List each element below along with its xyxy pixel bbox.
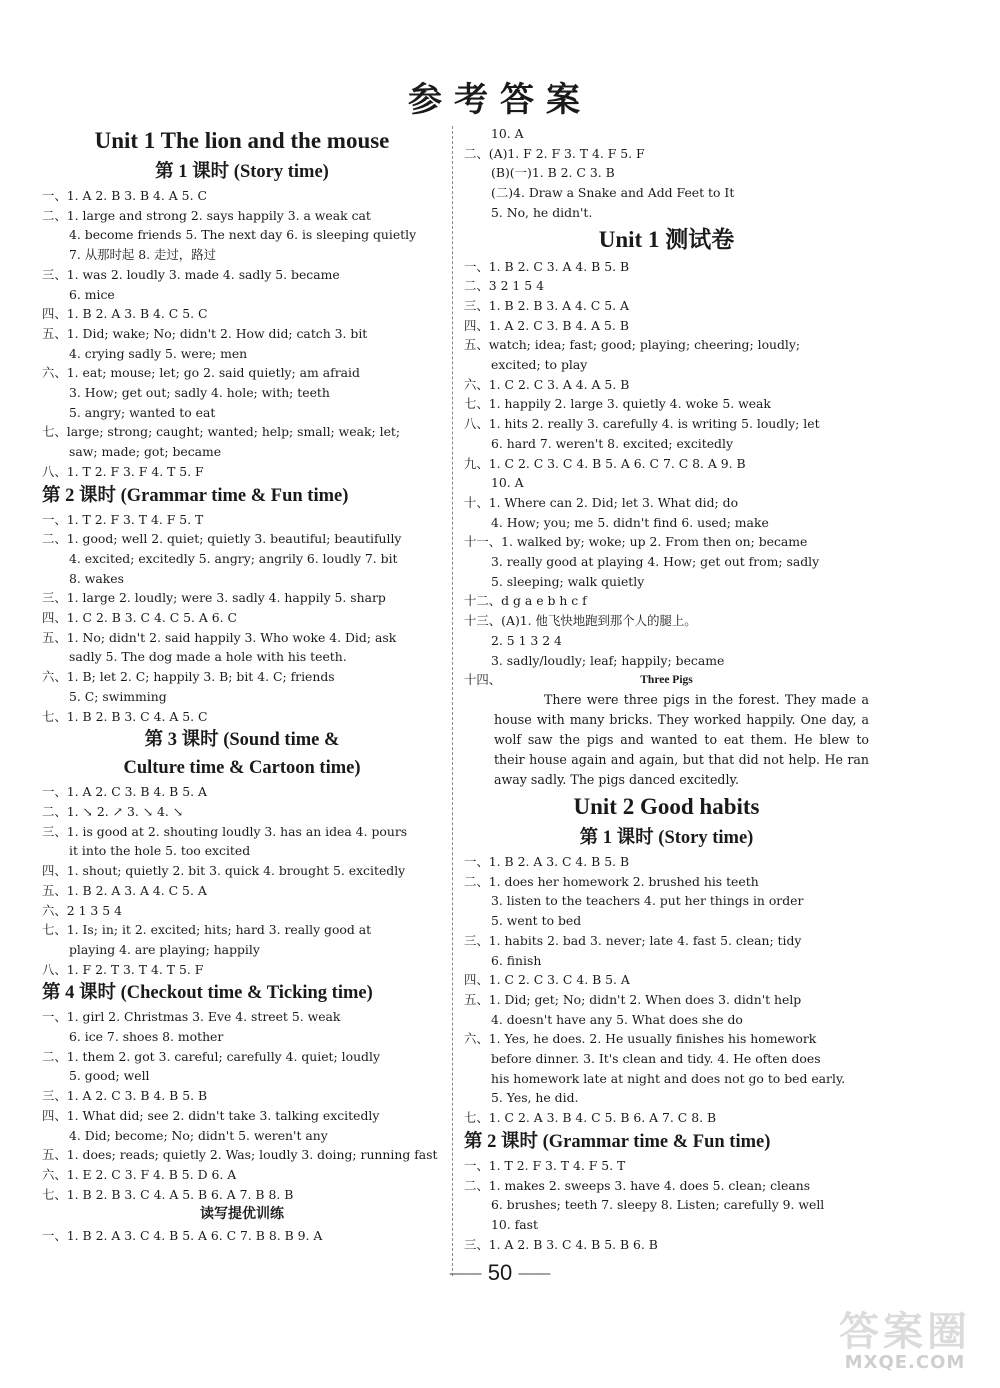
answer-line: 4. crying sadly 5. were; men [69,345,248,361]
watermark-logo-text: 答案圈 [839,1309,971,1355]
answer-line: 五、1. Did; get; No; didn't 2. When does 3. didn't help [464,991,802,1007]
answer-line: excited; to play [491,357,588,373]
answer-line: 6. hard 7. weren't 8. excited; excitedly [491,435,733,451]
answer-line: 5. Yes, he did. [491,1090,579,1106]
answer-line: 6. mice [69,286,115,302]
answer-line: 五、1. B 2. A 3. A 4. C 5. A [42,882,207,898]
answer-line: 五、1. No; didn't 2. said happily 3. Who woke 4. Did; ask [42,629,397,645]
answer-line: 一、1. B 2. A 3. C 4. B 5. B [464,853,630,869]
answer-line: 八、1. F 2. T 3. T 4. T 5. F [42,961,204,977]
answer-line: 三、1. was 2. loudly 3. made 4. sadly 5. became [42,266,340,282]
answer-line: 七、1. happily 2. large 3. quietly 4. woke 5. weak [464,396,771,412]
answer-line: 5. angry; wanted to eat [69,404,216,420]
continued-answers [464,124,869,223]
lesson-3-title-line1: 第 3 课时 (Sound time & [144,730,340,751]
answer-line: 十、1. Where can 2. Did; let 3. What did; do [464,494,739,510]
answer-line: 2. 5 1 3 2 4 [491,632,562,648]
answer-line: 4. doesn't have any 5. What does she do [491,1011,743,1027]
answer-line: 四、1. B 2. A 3. B 4. C 5. C [42,306,208,322]
right-column [464,124,869,1254]
answer-line: it into the hole 5. too excited [69,843,251,859]
unit-2-lesson-2-answers [464,1156,869,1255]
answer-line: 三、1. is good at 2. shouting loudly 3. has an idea 4. pours [42,823,408,839]
answer-line: 六、1. Yes, he does. 2. He usually finishes his homework [464,1031,817,1047]
answer-line: 九、1. C 2. C 3. C 4. B 5. A 6. C 7. C 8. A 9. B [464,455,746,471]
answer-line: 3. really good at playing 4. How; get out from; sadly [491,554,820,570]
answer-line: 二、1. makes 2. sweeps 3. have 4. does 5. clean; cleans [464,1177,811,1193]
answer-line: 一、1. A 2. C 3. B 4. B 5. A [42,784,207,800]
page-number: —— 50 —— [449,1260,551,1285]
answer-line: 三、1. large 2. loudly; were 3. sadly 4. happily 5. sharp [42,590,386,606]
answer-line: sadly 5. The dog made a hole with his teeth. [69,649,347,665]
answer-line: 十二、d g a e b h c f [464,593,587,609]
answer-line: 二、1. them 2. got 3. careful; carefully 4. quiet; loudly [42,1048,380,1064]
unit-1-test-title: Unit 1 测试卷 [598,226,735,252]
answer-line: 六、1. E 2. C 3. F 4. B 5. D 6. A [42,1166,237,1182]
answer-line: 六、1. C 2. C 3. A 4. A 5. B [464,376,630,392]
lesson-1-title: 第 1 课时 (Story time) [155,162,329,182]
answer-line: before dinner. 3. It's clean and tidy. 4. He often does [491,1051,821,1067]
answer-line: 五、1. does; reads; quietly 2. Was; loudly 3. doing; running fast [42,1147,438,1163]
answer-line: 八、1. T 2. F 3. F 4. T 5. F [42,463,204,479]
answer-line: 5. sleeping; walk quietly [491,573,645,589]
lesson-3-answers [42,782,442,979]
answer-line: 七、large; strong; caught; wanted; help; small; weak; let; [42,424,401,440]
answer-line: 4. How; you; me 5. didn't find 6. used; make [491,514,769,530]
unit-2-lesson-1-title: 第 1 课时 (Story time) [579,827,754,848]
answer-line: 3. How; get out; sadly 4. hole; with; teeth [69,385,330,401]
answer-line: 五、watch; idea; fast; good; playing; cheering; loudly; [464,337,801,353]
answer-line: (B)(一)1. B 2. C 3. B [491,165,615,181]
lesson-4-title: 第 4 课时 (Checkout time & Ticking time) [42,983,373,1004]
essay-label: 十四、 [464,672,502,688]
answer-line: 二、1. does her homework 2. brushed his teeth [464,873,759,889]
answer-line: 一、1. girl 2. Christmas 3. Eve 4. street 5. weak [42,1009,341,1025]
answer-line: 一、1. T 2. F 3. T 4. F 5. T [42,511,204,527]
page-number-value: 50 [487,1260,513,1285]
answer-line: 4. excited; excitedly 5. angry; angrily 6. loudly 7. bit [69,550,398,566]
answer-line: 十三、(A)1. 他飞快地跑到那个人的腿上。 [464,613,697,629]
answer-line: 四、1. A 2. C 3. B 4. A 5. B [464,317,629,333]
answer-line: (二)4. Draw a Snake and Add Feet to It [491,185,735,201]
answer-line: 七、1. Is; in; it 2. excited; hits; hard 3. really good at [42,922,372,938]
answer-line: 10. A [491,475,524,491]
answer-line: 四、1. C 2. C 3. C 4. B 5. A [464,972,630,988]
answer-line: 三、1. B 2. B 3. A 4. C 5. A [464,297,629,313]
answer-line: 4. become friends 5. The next day 6. is sleeping quietly [69,227,417,243]
lesson-2-answers [42,510,442,727]
answer-line: 三、1. habits 2. bad 3. never; late 4. fast 5. clean; tidy [464,932,802,948]
answer-line: 3. sadly/loudly; leaf; happily; became [491,652,725,668]
watermark-logo [815,1300,995,1380]
answer-line: 六、2 1 3 5 4 [42,902,122,918]
answer-line: 5. C; swimming [69,688,167,704]
answer-line: 五、1. Did; wake; No; didn't 2. How did; catch 3. bit [42,325,368,341]
essay-paragraph: There were three pigs in the forest. They made a house with many bricks. They worked happily. One day, a wolf saw the pigs and wanted to eat them. He blew to their house again and again, but that did not help. He ran away sadly. The pigs danced excitedly. [494,691,869,787]
unit-1-title: Unit 1 The lion and the mouse [94,128,390,153]
answer-line: 一、1. B 2. A 3. C 4. B 5. A 6. C 7. B 8. B 9. A [42,1228,323,1244]
unit-1-test-answers [464,257,869,671]
answer-line: 七、1. B 2. B 3. C 4. A 5. B 6. A 7. B 8. B [42,1186,294,1202]
answer-line: 一、1. A 2. B 3. B 4. A 5. C [42,188,207,203]
answer-line: 六、1. eat; mouse; let; go 2. said quietly; am afraid [42,365,360,381]
answer-line: 6. finish [491,952,542,968]
answer-line: 四、1. What did; see 2. didn't take 3. talking excitedly [42,1107,380,1123]
answer-line: 一、1. B 2. C 3. A 4. B 5. B [464,258,630,274]
watermark-url: MXQE.COM [844,1352,966,1373]
answer-line: 8. wakes [69,570,124,586]
answer-line: 二、1. ↘ 2. ↗ 3. ↘ 4. ↘ [42,803,184,819]
answer-line: 3. listen to the teachers 4. put her things in order [491,893,804,909]
unit-2-lesson-1-answers [464,852,869,1128]
unit-2-title: Unit 2 Good habits [573,793,760,819]
answer-line: 四、1. shout; quietly 2. bit 3. quick 4. brought 5. excitedly [42,863,406,879]
answer-line: 6. brushes; teeth 7. sleepy 8. Listen; carefully 9. well [491,1197,825,1213]
answer-line: 二、(A)1. F 2. F 3. T 4. F 5. F [464,145,645,161]
answer-line: 二、1. good; well 2. quiet; quietly 3. beautiful; beautifully [42,531,402,547]
answer-line: 二、3 2 1 5 4 [464,278,544,294]
answer-line: 7. 从那时起 8. 走过，路过 [69,247,216,263]
lesson-2-title: 第 2 课时 (Grammar time & Fun time) [42,485,349,506]
lesson-4-answers [42,1007,442,1204]
essay-title: Three Pigs [640,673,693,686]
answer-line: 八、1. hits 2. really 3. carefully 4. is writing 5. loudly; let [464,416,820,432]
answer-line: 10. fast [491,1216,538,1232]
answer-line: 三、1. A 2. C 3. B 4. B 5. B [42,1088,208,1104]
answer-line: 4. Did; become; No; didn't 5. weren't any [69,1127,328,1143]
reading-writing-answers [42,1226,442,1246]
answer-line: playing 4. are playing; happily [69,941,260,957]
column-divider [452,126,453,1276]
answer-line: 一、1. T 2. F 3. T 4. F 5. T [464,1157,626,1173]
answer-line: 二、1. large and strong 2. says happily 3. a weak cat [42,207,371,223]
answer-line: 七、1. B 2. B 3. C 4. A 5. C [42,708,208,724]
reading-writing-title: 读写提优训练 [200,1207,284,1223]
answer-line: saw; made; got; became [69,444,222,460]
unit-2-lesson-2-title: 第 2 课时 (Grammar time & Fun time) [464,1131,771,1152]
left-column [42,124,442,1246]
answer-line: 6. ice 7. shoes 8. mother [69,1029,224,1045]
answer-line: 5. No, he didn't. [491,204,593,220]
lesson-3-title-line2: Culture time & Cartoon time) [123,758,361,779]
answer-line: 六、1. B; let 2. C; happily 3. B; bit 4. C; friends [42,669,335,685]
lesson-1-answers [42,186,442,482]
answer-line: 十一、1. walked by; woke; up 2. From then on; became [464,534,808,550]
answer-line: 四、1. C 2. B 3. C 4. C 5. A 6. C [42,610,238,626]
answer-line: 5. went to bed [491,913,582,929]
answer-line: 5. good; well [69,1068,150,1084]
answer-line: 三、1. A 2. B 3. C 4. B 5. B 6. B [464,1236,658,1252]
answer-line: 10. A [491,126,524,141]
answer-line: his homework late at night and does not go to bed early. [491,1070,846,1086]
answer-line: 七、1. C 2. A 3. B 4. C 5. B 6. A 7. C 8. B [464,1110,717,1126]
page-title: 参考答案 [408,80,592,120]
